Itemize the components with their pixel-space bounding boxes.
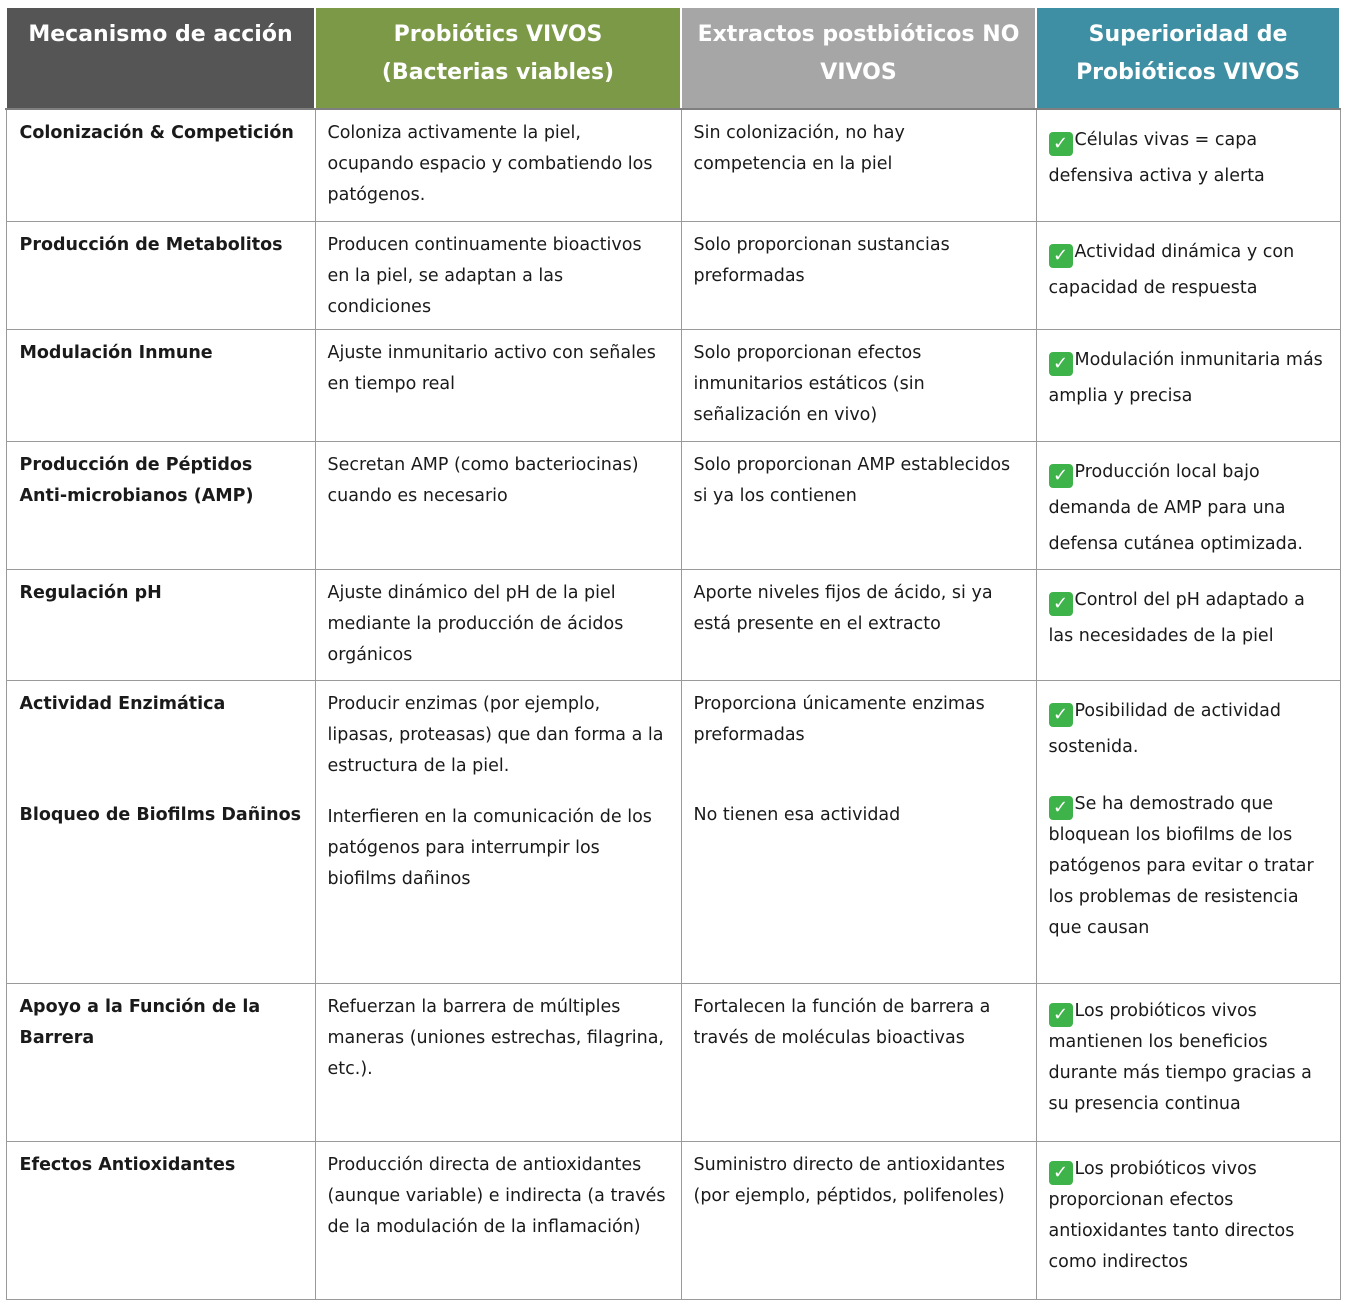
superiority-cell: [1036, 680, 1340, 983]
live-biofilms: Interfieren en la comunicación de los patógenos para interrumpir los biofilms dañinos: [327, 806, 652, 889]
header-postbiotic-label: Extractos postbióticos NO VIVOS: [697, 22, 1020, 85]
superiority-cell: [1036, 221, 1340, 329]
postbiotic-cell: Aporte niveles fijos de ácido, si ya está presente en el extracto: [681, 569, 1036, 680]
postbiotic-cell: Solo proporcionan sustancias preformadas: [681, 221, 1036, 329]
superiority-cell: [1036, 1141, 1340, 1299]
superiority-text: Control del pH adaptado a las necesidades de la piel: [1048, 589, 1305, 646]
header-superiority-label: Superioridad de Probióticos VIVOS: [1076, 22, 1300, 85]
superiority-text: Se ha demostrado que bloquean los biofilms de los patógenos para evitar o tratar los problemas de resistencia que causan: [1048, 793, 1314, 938]
check-mark-icon: ✓: [1049, 796, 1073, 820]
postbiotic-cell: Fortalecen la función de barrera a través de moléculas bioactivas: [681, 983, 1036, 1141]
mechanism-cell: Producción de Metabolitos: [6, 221, 315, 329]
mechanism-cell: Producción de Péptidos Anti-microbianos (AMP): [6, 441, 315, 569]
live-cell: Coloniza activamente la piel, ocupando espacio y combatiendo los patógenos.: [315, 109, 681, 221]
superiority-cell: [1036, 441, 1340, 569]
live-enzymatic: Producir enzimas (por ejemplo, lipasas, proteasas) que dan forma a la estructura de la piel.: [327, 693, 664, 776]
mechanism-cell: Regulación pH: [6, 569, 315, 680]
comparison-table: [5, 6, 1341, 1300]
superiority-cell: [1036, 329, 1340, 441]
table-row: [6, 1141, 1340, 1299]
check-mark-icon: ✓: [1049, 132, 1073, 156]
mechanism-cell: Apoyo a la Función de la Barrera: [6, 983, 315, 1141]
check-mark-icon: ✓: [1049, 244, 1073, 268]
superiority-biofilms: [1049, 789, 1328, 944]
header-mechanism: [6, 7, 315, 109]
postbiotic-biofilms: No tienen esa actividad: [693, 804, 901, 825]
check-mark-icon: ✓: [1049, 352, 1073, 376]
table-row: [6, 983, 1340, 1141]
superiority-cell: [1036, 569, 1340, 680]
mechanism-cell: Modulación Inmune: [6, 329, 315, 441]
check-mark-icon: ✓: [1049, 592, 1073, 616]
superiority-enzymatic: [1049, 693, 1328, 765]
live-cell: Secretan AMP (como bacteriocinas) cuando es necesario: [315, 441, 681, 569]
header-live-probiotics: [315, 7, 681, 109]
table-row: [6, 221, 1340, 329]
mechanism-cell: Efectos Antioxidantes: [6, 1141, 315, 1299]
live-cell: Producción directa de antioxidantes (aunque variable) e indirecta (a través de la modulación de la inflamación): [315, 1141, 681, 1299]
mechanism-biofilms: Bloqueo de Biofilms Dañinos: [19, 804, 302, 825]
check-mark-icon: ✓: [1049, 464, 1073, 488]
postbiotic-enzymatic: Proporciona únicamente enzimas preformadas: [693, 693, 985, 745]
live-cell: Refuerzan la barrera de múltiples maneras (uniones estrechas, filagrina, etc.).: [315, 983, 681, 1141]
superiority-text: Modulación inmunitaria más amplia y precisa: [1048, 349, 1323, 406]
table-row: [6, 569, 1340, 680]
table-row: [6, 109, 1340, 221]
header-row: [6, 7, 1340, 109]
header-mechanism-label: Mecanismo de acción: [28, 22, 293, 47]
superiority-cell: [1036, 983, 1340, 1141]
mechanism-enzymatic: Actividad Enzimática: [19, 693, 226, 714]
table-row: [6, 680, 1340, 983]
postbiotic-cell: [681, 680, 1036, 983]
superiority-text: Producción local bajo demanda de AMP para una defensa cutánea optimizada.: [1048, 461, 1303, 554]
header-superiority: [1036, 7, 1340, 109]
check-mark-icon: ✓: [1049, 1003, 1073, 1027]
check-mark-icon: ✓: [1049, 1161, 1073, 1185]
superiority-text: Actividad dinámica y con capacidad de respuesta: [1048, 241, 1295, 298]
live-cell: [315, 680, 681, 983]
table-row: [6, 441, 1340, 569]
mechanism-cell: Colonización & Competición: [6, 109, 315, 221]
header-postbiotic-extracts: [681, 7, 1036, 109]
superiority-text: Posibilidad de actividad sostenida.: [1048, 700, 1281, 757]
superiority-cell: [1036, 109, 1340, 221]
superiority-text: Los probióticos vivos mantienen los beneficios durante más tiempo gracias a su presencia continua: [1048, 1000, 1312, 1114]
table-row: [6, 329, 1340, 441]
postbiotic-cell: Suministro directo de antioxidantes (por ejemplo, péptidos, polifenoles): [681, 1141, 1036, 1299]
live-cell: Producen continuamente bioactivos en la piel, se adaptan a las condiciones: [315, 221, 681, 329]
postbiotic-cell: Solo proporcionan AMP establecidos si ya los contienen: [681, 441, 1036, 569]
superiority-text: Células vivas = capa defensiva activa y alerta: [1048, 130, 1265, 186]
live-cell: Ajuste inmunitario activo con señales en tiempo real: [315, 329, 681, 441]
header-live-label: Probiótics VIVOS (Bacterias viables): [381, 22, 615, 85]
superiority-text: Los probióticos vivos proporcionan efectos antioxidantes tanto directos como indirectos: [1048, 1158, 1295, 1272]
postbiotic-cell: Solo proporcionan efectos inmunitarios estáticos (sin señalización en vivo): [681, 329, 1036, 441]
live-cell: Ajuste dinámico del pH de la piel mediante la producción de ácidos orgánicos: [315, 569, 681, 680]
mechanism-cell: [6, 680, 315, 983]
postbiotic-cell: Sin colonización, no hay competencia en la piel: [681, 109, 1036, 221]
check-mark-icon: ✓: [1049, 703, 1073, 727]
